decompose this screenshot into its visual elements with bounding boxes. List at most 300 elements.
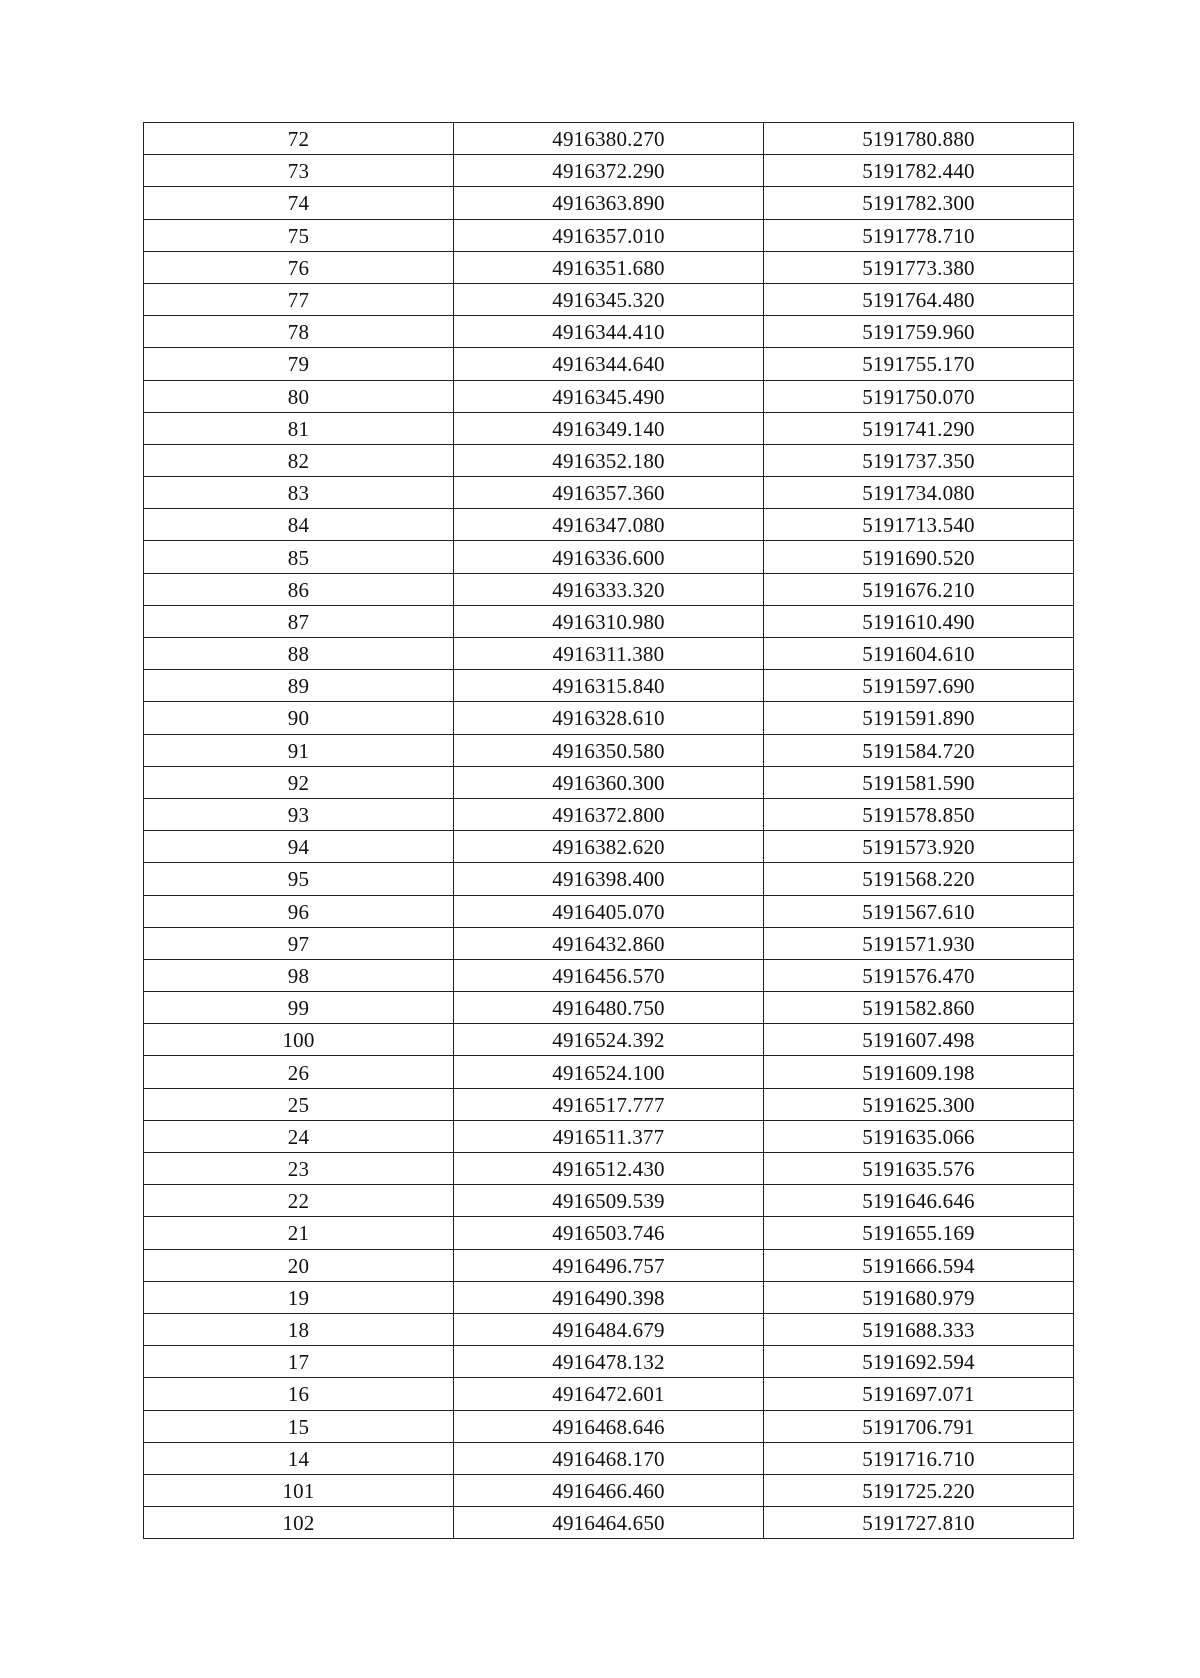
cell-text: 4916484.679 [552,1318,665,1343]
y-coordinate-cell [764,798,1074,830]
table-row [144,766,1074,798]
y-coordinate-cell [764,444,1074,476]
x-coordinate-cell [454,702,764,734]
cell-text: 5191688.333 [862,1318,975,1343]
x-coordinate-cell [454,573,764,605]
cell-text: 4916468.646 [552,1414,665,1439]
table-row [144,380,1074,412]
y-coordinate-cell [764,412,1074,444]
cell-text: 74 [287,191,310,216]
cell-text: 5191680.979 [862,1285,975,1310]
x-coordinate-cell [454,1153,764,1185]
cell-text: 4916345.490 [552,384,665,409]
point-number-cell [144,283,454,315]
cell-text: 5191571.930 [862,931,975,956]
cell-text: 5191782.300 [862,191,975,216]
cell-text: 4916472.601 [552,1382,665,1407]
cell-text: 15 [287,1414,310,1439]
cell-text: 4916360.300 [552,770,665,795]
cell-text: 4916478.132 [552,1350,665,1375]
point-number-cell [144,573,454,605]
table-row [144,1313,1074,1345]
cell-text: 79 [287,352,310,377]
table-row [144,509,1074,541]
cell-text: 5191646.646 [862,1189,975,1214]
point-number-cell [144,1024,454,1056]
cell-text: 5191655.169 [862,1221,975,1246]
x-coordinate-cell [454,477,764,509]
y-coordinate-cell [764,509,1074,541]
point-number-cell [144,316,454,348]
cell-text: 26 [287,1060,310,1085]
cell-text: 4916456.570 [552,963,665,988]
table-row [144,1088,1074,1120]
cell-text: 5191676.210 [862,577,975,602]
x-coordinate-cell [454,638,764,670]
point-number-cell [144,444,454,476]
cell-text: 4916517.777 [552,1092,665,1117]
cell-text: 5191635.066 [862,1124,975,1149]
y-coordinate-cell [764,831,1074,863]
x-coordinate-cell [454,1088,764,1120]
cell-text: 90 [287,706,310,731]
y-coordinate-cell [764,670,1074,702]
cell-text: 102 [282,1511,315,1536]
cell-text: 5191567.610 [862,899,975,924]
cell-text: 14 [287,1446,310,1471]
table-row [144,831,1074,863]
y-coordinate-cell [764,541,1074,573]
table-row [144,1120,1074,1152]
table-row [144,219,1074,251]
cell-text: 77 [287,288,310,313]
table-row [144,959,1074,991]
y-coordinate-cell [764,316,1074,348]
point-number-cell [144,605,454,637]
cell-text: 4916344.640 [552,352,665,377]
x-coordinate-cell [454,927,764,959]
y-coordinate-cell [764,1249,1074,1281]
cell-text: 5191578.850 [862,803,975,828]
point-number-cell [144,1281,454,1313]
y-coordinate-cell [764,348,1074,380]
cell-text: 20 [287,1253,310,1278]
point-number-cell [144,1410,454,1442]
x-coordinate-cell [454,1120,764,1152]
cell-text: 4916480.750 [552,996,665,1021]
point-number-cell [144,1507,454,1539]
y-coordinate-cell [764,895,1074,927]
y-coordinate-cell [764,1153,1074,1185]
cell-text: 21 [287,1221,310,1246]
point-number-cell [144,380,454,412]
cell-text: 5191576.470 [862,963,975,988]
x-coordinate-cell [454,1507,764,1539]
x-coordinate-cell [454,1474,764,1506]
table-row [144,155,1074,187]
cell-text: 83 [287,481,310,506]
cell-text: 85 [287,545,310,570]
table-row [144,1185,1074,1217]
table-row [144,1153,1074,1185]
cell-text: 5191582.860 [862,996,975,1021]
x-coordinate-cell [454,1346,764,1378]
cell-text: 4916372.800 [552,803,665,828]
x-coordinate-cell [454,1442,764,1474]
cell-text: 93 [287,803,310,828]
x-coordinate-cell [454,509,764,541]
cell-text: 5191713.540 [862,513,975,538]
y-coordinate-cell [764,380,1074,412]
table-row [144,1474,1074,1506]
x-coordinate-cell [454,1313,764,1345]
y-coordinate-cell [764,573,1074,605]
x-coordinate-cell [454,831,764,863]
cell-text: 4916363.890 [552,191,665,216]
cell-text: 4916511.377 [552,1124,665,1149]
x-coordinate-cell [454,412,764,444]
point-number-cell [144,1474,454,1506]
x-coordinate-cell [454,766,764,798]
x-coordinate-cell [454,1056,764,1088]
x-coordinate-cell [454,798,764,830]
coordinates-table-body [144,123,1074,1539]
cell-text: 91 [287,738,310,763]
y-coordinate-cell [764,187,1074,219]
cell-text: 5191610.490 [862,609,975,634]
point-number-cell [144,1346,454,1378]
x-coordinate-cell [454,155,764,187]
x-coordinate-cell [454,959,764,991]
x-coordinate-cell [454,219,764,251]
cell-text: 25 [287,1092,310,1117]
cell-text: 4916512.430 [552,1157,665,1182]
table-row [144,251,1074,283]
x-coordinate-cell [454,1378,764,1410]
cell-text: 4916380.270 [552,127,665,152]
cell-text: 4916398.400 [552,867,665,892]
cell-text: 4916311.380 [552,642,665,667]
cell-text: 4916351.680 [552,255,665,280]
cell-text: 92 [287,770,310,795]
cell-text: 5191584.720 [862,738,975,763]
table-row [144,1410,1074,1442]
point-number-cell [144,509,454,541]
cell-text: 81 [287,416,310,441]
point-number-cell [144,1313,454,1345]
coordinates-table [143,122,1074,1539]
point-number-cell [144,412,454,444]
cell-text: 4916496.757 [552,1253,665,1278]
cell-text: 80 [287,384,310,409]
point-number-cell [144,1378,454,1410]
cell-text: 4916328.610 [552,706,665,731]
y-coordinate-cell [764,283,1074,315]
cell-text: 5191697.071 [862,1382,975,1407]
y-coordinate-cell [764,1088,1074,1120]
cell-text: 4916357.010 [552,223,665,248]
cell-text: 4916352.180 [552,448,665,473]
table-row [144,348,1074,380]
point-number-cell [144,123,454,155]
point-number-cell [144,1153,454,1185]
cell-text: 5191690.520 [862,545,975,570]
table-row [144,1056,1074,1088]
table-row [144,573,1074,605]
point-number-cell [144,1217,454,1249]
table-row [144,1378,1074,1410]
x-coordinate-cell [454,863,764,895]
table-row [144,702,1074,734]
cell-text: 100 [282,1028,315,1053]
cell-text: 5191716.710 [862,1446,975,1471]
point-number-cell [144,155,454,187]
x-coordinate-cell [454,734,764,766]
cell-text: 86 [287,577,310,602]
cell-text: 101 [282,1478,315,1503]
point-number-cell [144,1249,454,1281]
table-row [144,895,1074,927]
cell-text: 5191607.498 [862,1028,975,1053]
table-row [144,927,1074,959]
x-coordinate-cell [454,605,764,637]
cell-text: 97 [287,931,310,956]
cell-text: 24 [287,1124,310,1149]
table-row [144,187,1074,219]
table-row [144,1217,1074,1249]
point-number-cell [144,734,454,766]
x-coordinate-cell [454,1024,764,1056]
y-coordinate-cell [764,1410,1074,1442]
point-number-cell [144,959,454,991]
y-coordinate-cell [764,123,1074,155]
x-coordinate-cell [454,380,764,412]
cell-text: 5191604.610 [862,642,975,667]
x-coordinate-cell [454,123,764,155]
cell-text: 4916315.840 [552,674,665,699]
y-coordinate-cell [764,992,1074,1024]
cell-text: 5191750.070 [862,384,975,409]
cell-text: 22 [287,1189,310,1214]
point-number-cell [144,1185,454,1217]
y-coordinate-cell [764,1217,1074,1249]
cell-text: 5191741.290 [862,416,975,441]
table-row [144,283,1074,315]
y-coordinate-cell [764,1313,1074,1345]
cell-text: 5191734.080 [862,481,975,506]
cell-text: 98 [287,963,310,988]
cell-text: 4916357.360 [552,481,665,506]
table-row [144,992,1074,1024]
y-coordinate-cell [764,927,1074,959]
cell-text: 96 [287,899,310,924]
table-row [144,1442,1074,1474]
point-number-cell [144,895,454,927]
cell-text: 4916344.410 [552,320,665,345]
cell-text: 5191778.710 [862,223,975,248]
cell-text: 4916524.392 [552,1028,665,1053]
cell-text: 5191780.880 [862,127,975,152]
x-coordinate-cell [454,1185,764,1217]
y-coordinate-cell [764,1378,1074,1410]
cell-text: 89 [287,674,310,699]
cell-text: 4916310.980 [552,609,665,634]
y-coordinate-cell [764,1281,1074,1313]
x-coordinate-cell [454,251,764,283]
cell-text: 5191737.350 [862,448,975,473]
cell-text: 4916468.170 [552,1446,665,1471]
cell-text: 5191581.590 [862,770,975,795]
x-coordinate-cell [454,348,764,380]
cell-text: 4916347.080 [552,513,665,538]
cell-text: 4916509.539 [552,1189,665,1214]
table-row [144,638,1074,670]
cell-text: 94 [287,835,310,860]
cell-text: 87 [287,609,310,634]
y-coordinate-cell [764,734,1074,766]
y-coordinate-cell [764,1185,1074,1217]
table-row [144,1281,1074,1313]
cell-text: 4916405.070 [552,899,665,924]
point-number-cell [144,798,454,830]
cell-text: 19 [287,1285,310,1310]
point-number-cell [144,1088,454,1120]
cell-text: 5191692.594 [862,1350,975,1375]
cell-text: 5191597.690 [862,674,975,699]
table-row [144,412,1074,444]
cell-text: 4916466.460 [552,1478,665,1503]
y-coordinate-cell [764,1024,1074,1056]
table-row [144,863,1074,895]
y-coordinate-cell [764,959,1074,991]
table-row [144,477,1074,509]
cell-text: 4916333.320 [552,577,665,602]
cell-text: 78 [287,320,310,345]
y-coordinate-cell [764,251,1074,283]
point-number-cell [144,251,454,283]
x-coordinate-cell [454,1249,764,1281]
y-coordinate-cell [764,766,1074,798]
table-row [144,316,1074,348]
table-row [144,734,1074,766]
cell-text: 5191635.576 [862,1157,975,1182]
cell-text: 5191782.440 [862,159,975,184]
table-row [144,444,1074,476]
point-number-cell [144,187,454,219]
point-number-cell [144,766,454,798]
y-coordinate-cell [764,155,1074,187]
cell-text: 82 [287,448,310,473]
table-row [144,123,1074,155]
cell-text: 84 [287,513,310,538]
cell-text: 4916349.140 [552,416,665,441]
cell-text: 4916372.290 [552,159,665,184]
cell-text: 5191773.380 [862,255,975,280]
cell-text: 95 [287,867,310,892]
x-coordinate-cell [454,1281,764,1313]
cell-text: 4916336.600 [552,545,665,570]
y-coordinate-cell [764,638,1074,670]
cell-text: 4916350.580 [552,738,665,763]
point-number-cell [144,1120,454,1152]
y-coordinate-cell [764,1442,1074,1474]
point-number-cell [144,831,454,863]
x-coordinate-cell [454,1217,764,1249]
cell-text: 5191764.480 [862,288,975,313]
table-row [144,1507,1074,1539]
cell-text: 4916464.650 [552,1511,665,1536]
table-row [144,1346,1074,1378]
cell-text: 72 [287,127,310,152]
point-number-cell [144,1056,454,1088]
x-coordinate-cell [454,283,764,315]
cell-text: 4916432.860 [552,931,665,956]
x-coordinate-cell [454,670,764,702]
point-number-cell [144,927,454,959]
point-number-cell [144,219,454,251]
table-row [144,670,1074,702]
point-number-cell [144,863,454,895]
table-row [144,1024,1074,1056]
cell-text: 75 [287,223,310,248]
cell-text: 18 [287,1318,310,1343]
cell-text: 4916490.398 [552,1285,665,1310]
x-coordinate-cell [454,992,764,1024]
point-number-cell [144,702,454,734]
x-coordinate-cell [454,541,764,573]
cell-text: 5191706.791 [862,1414,975,1439]
y-coordinate-cell [764,1474,1074,1506]
point-number-cell [144,541,454,573]
point-number-cell [144,1442,454,1474]
y-coordinate-cell [764,863,1074,895]
cell-text: 5191755.170 [862,352,975,377]
y-coordinate-cell [764,1507,1074,1539]
cell-text: 4916345.320 [552,288,665,313]
cell-text: 99 [287,996,310,1021]
cell-text: 16 [287,1382,310,1407]
y-coordinate-cell [764,605,1074,637]
cell-text: 5191666.594 [862,1253,975,1278]
cell-text: 17 [287,1350,310,1375]
x-coordinate-cell [454,895,764,927]
point-number-cell [144,638,454,670]
cell-text: 5191625.300 [862,1092,975,1117]
table-row [144,541,1074,573]
point-number-cell [144,670,454,702]
x-coordinate-cell [454,187,764,219]
cell-text: 5191727.810 [862,1511,975,1536]
y-coordinate-cell [764,1120,1074,1152]
x-coordinate-cell [454,444,764,476]
y-coordinate-cell [764,219,1074,251]
y-coordinate-cell [764,702,1074,734]
cell-text: 23 [287,1157,310,1182]
point-number-cell [144,992,454,1024]
y-coordinate-cell [764,1346,1074,1378]
cell-text: 5191759.960 [862,320,975,345]
x-coordinate-cell [454,1410,764,1442]
point-number-cell [144,348,454,380]
cell-text: 5191573.920 [862,835,975,860]
y-coordinate-cell [764,1056,1074,1088]
cell-text: 5191725.220 [862,1478,975,1503]
cell-text: 76 [287,255,310,280]
point-number-cell [144,477,454,509]
cell-text: 4916524.100 [552,1060,665,1085]
y-coordinate-cell [764,477,1074,509]
x-coordinate-cell [454,316,764,348]
